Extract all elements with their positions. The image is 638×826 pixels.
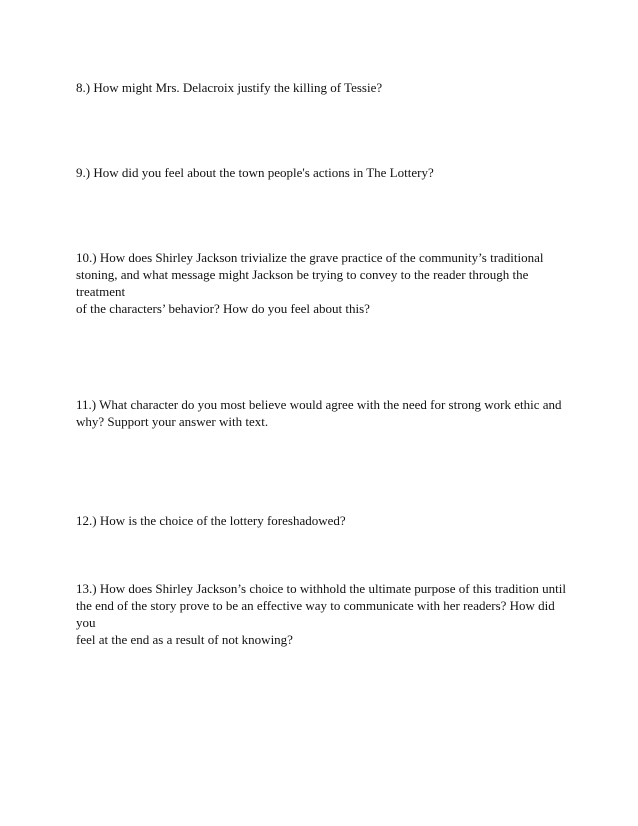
question-12: 12.) How is the choice of the lottery foreshadowed? [76, 513, 346, 528]
question-13: 13.) How does Shirley Jackson’s choice to withhold the ultimate purpose of this tradition until the end of the story prove to be an effective way to communicate with her readers? How did you feel at the end as a result of not knowing? [76, 581, 566, 647]
question-9: 9.) How did you feel about the town people's actions in The Lottery? [76, 165, 434, 180]
question-8: 8.) How might Mrs. Delacroix justify the killing of Tessie? [76, 80, 383, 95]
question-10: 10.) How does Shirley Jackson trivialize the grave practice of the community’s traditional stoning, and what message might Jackson be trying to convey to the reader through the treatment of the characters’ behavior? How do you feel about this? [76, 250, 544, 316]
question-11: 11.) What character do you most believe would agree with the need for strong work ethic and why? Support your answer with text. [76, 397, 562, 429]
